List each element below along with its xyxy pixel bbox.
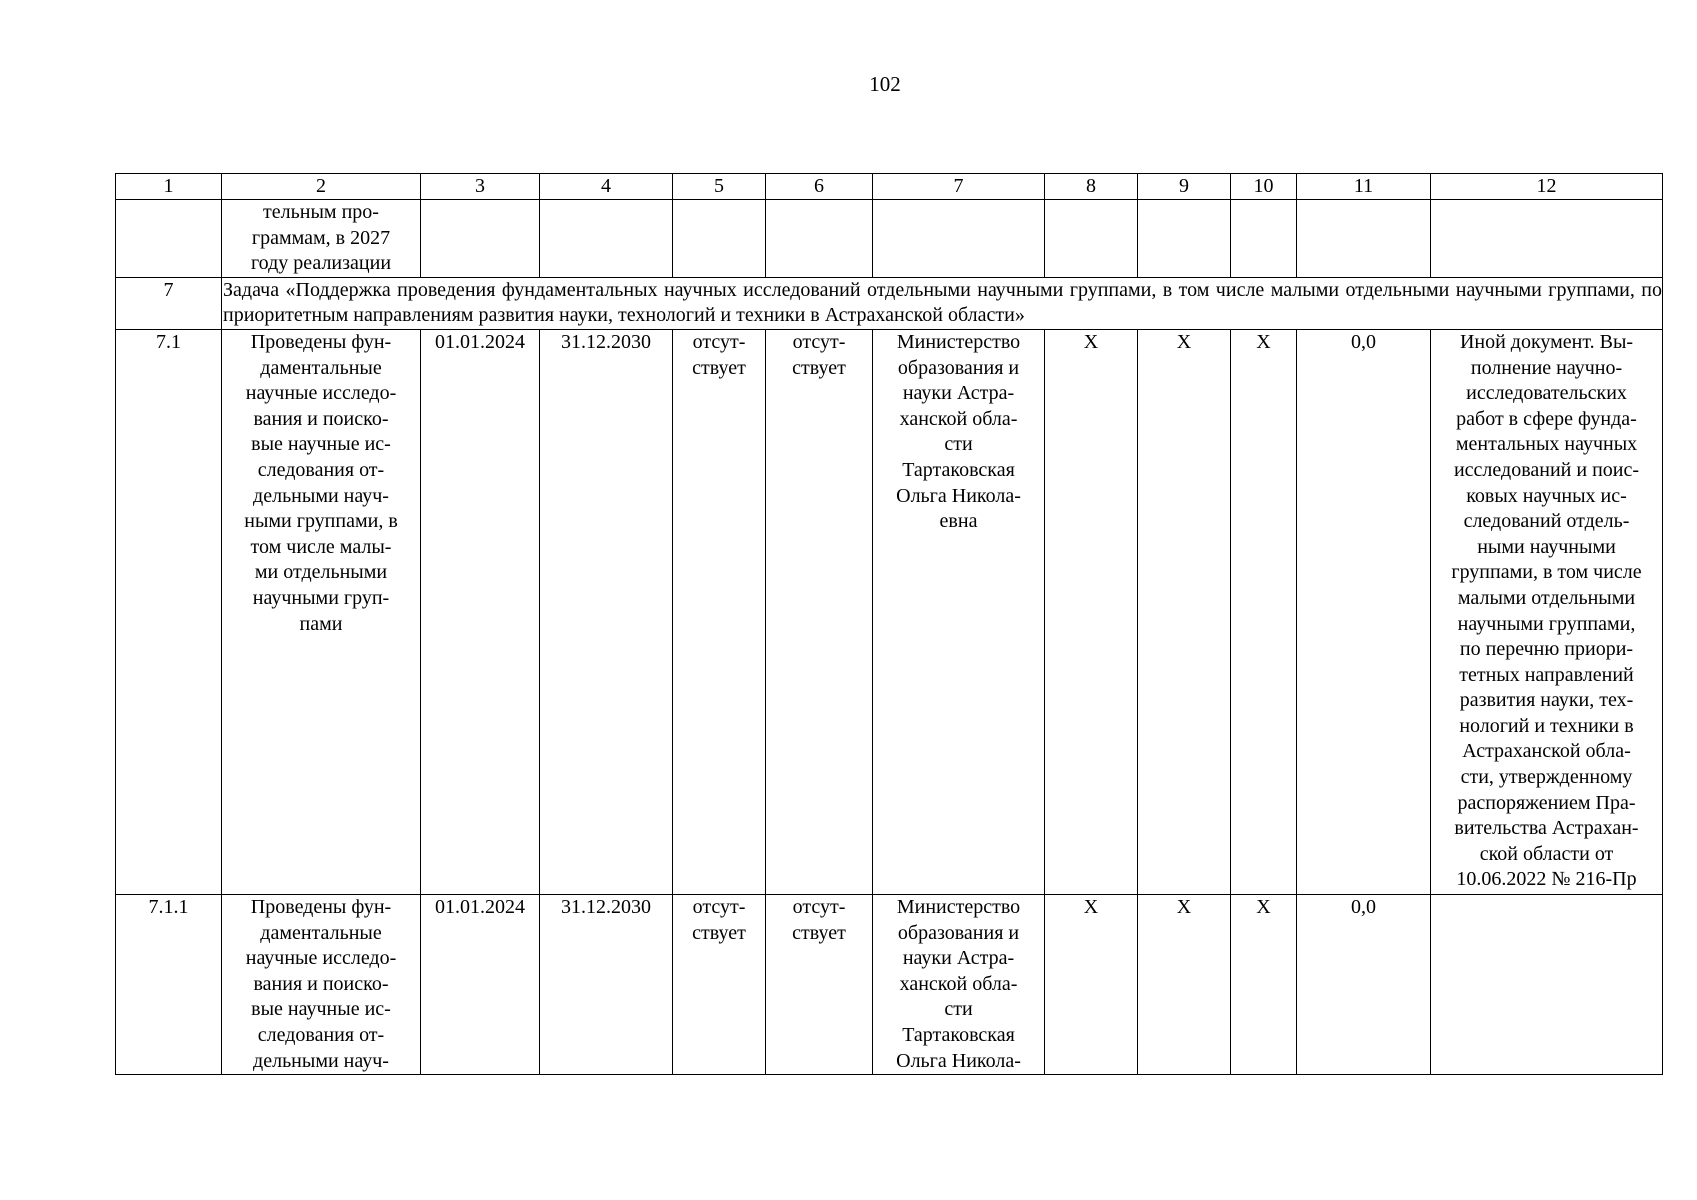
cell-col11: 0,0	[1297, 894, 1431, 1074]
document-description: Иной документ. Вы- полнение научно- исследовательских работ в сфере фунда- ментальных научных исследований и поис- ковых научных ис- следований отдель- ными научными группами, в том числе малыми отдельными научными группами, по перечню приори- тетных направлений развития науки, тех- нологий и техники в Астраханской обла- сти, утвержденному распоряжением Пра- вительства Астрахан- ской области от 10.06.2022 № 216-Пр	[1431, 329, 1663, 894]
result-name: Проведены фун- даментальные научные исследо- вания и поиско- вые научные ис- следования от- дельными науч- ными группами, в том числе малы- ми отдельными научными груп- пами	[222, 329, 421, 894]
table-header-row	[116, 174, 1663, 200]
table-row-7-1-1	[116, 894, 1663, 1074]
cell-empty	[766, 200, 873, 278]
cell-col8: Х	[1045, 894, 1138, 1074]
end-date: 31.12.2030	[540, 894, 673, 1074]
cell-empty	[673, 200, 766, 278]
end-date: 31.12.2030	[540, 329, 673, 894]
column-number-9: 9	[1138, 174, 1231, 200]
responsible: Министерство образования и науки Астра- ханской обла- сти Тартаковская Ольга Никола- евна	[873, 329, 1045, 894]
cell-col9: Х	[1138, 894, 1231, 1074]
task-number: 7	[116, 277, 222, 329]
responsible: Министерство образования и науки Астра- ханской обла- сти Тартаковская Ольга Никола-	[873, 894, 1045, 1074]
column-number-4: 4	[540, 174, 673, 200]
start-date: 01.01.2024	[421, 894, 540, 1074]
cell-col10: Х	[1231, 329, 1297, 894]
cell-empty	[1297, 200, 1431, 278]
column-number-2: 2	[222, 174, 421, 200]
column-number-10: 10	[1231, 174, 1297, 200]
row-number: 7.1.1	[116, 894, 222, 1074]
table-row-task	[116, 277, 1663, 329]
cell-name-continuation: тельным про- граммам, в 2027 году реализации	[222, 200, 421, 278]
column-number-3: 3	[421, 174, 540, 200]
cell-col6: отсут- ствует	[766, 329, 873, 894]
cell-empty	[540, 200, 673, 278]
task-description: Задача «Поддержка проведения фундаментальных научных исследований отдельными научными группами, в том числе малыми отдельными научными группами, по приоритетным направлениям развития науки, технологий и техники в Астраханской области»	[222, 277, 1663, 329]
column-number-7: 7	[873, 174, 1045, 200]
cell-empty	[1138, 200, 1231, 278]
result-name: Проведены фун- даментальные научные исследо- вания и поиско- вые научные ис- следования от- дельными науч-	[222, 894, 421, 1074]
column-number-1: 1	[116, 174, 222, 200]
cell-col9: Х	[1138, 329, 1231, 894]
cell-empty	[421, 200, 540, 278]
cell-empty	[873, 200, 1045, 278]
document-description	[1431, 894, 1663, 1074]
column-number-12: 12	[1431, 174, 1663, 200]
cell-empty	[1431, 200, 1663, 278]
column-number-6: 6	[766, 174, 873, 200]
cell-empty	[1045, 200, 1138, 278]
plan-table	[115, 173, 1663, 1075]
column-number-8: 8	[1045, 174, 1138, 200]
cell-col11: 0,0	[1297, 329, 1431, 894]
cell-col10: Х	[1231, 894, 1297, 1074]
page-number: 102	[869, 72, 901, 96]
cell-empty	[116, 200, 222, 278]
cell-col5: отсут- ствует	[673, 329, 766, 894]
cell-col8: Х	[1045, 329, 1138, 894]
table-row-continuation	[116, 200, 1663, 278]
cell-empty	[1231, 200, 1297, 278]
row-number: 7.1	[116, 329, 222, 894]
cell-col6: отсут- ствует	[766, 894, 873, 1074]
table-row-7-1	[116, 329, 1663, 894]
cell-col5: отсут- ствует	[673, 894, 766, 1074]
column-number-5: 5	[673, 174, 766, 200]
column-number-11: 11	[1297, 174, 1431, 200]
start-date: 01.01.2024	[421, 329, 540, 894]
